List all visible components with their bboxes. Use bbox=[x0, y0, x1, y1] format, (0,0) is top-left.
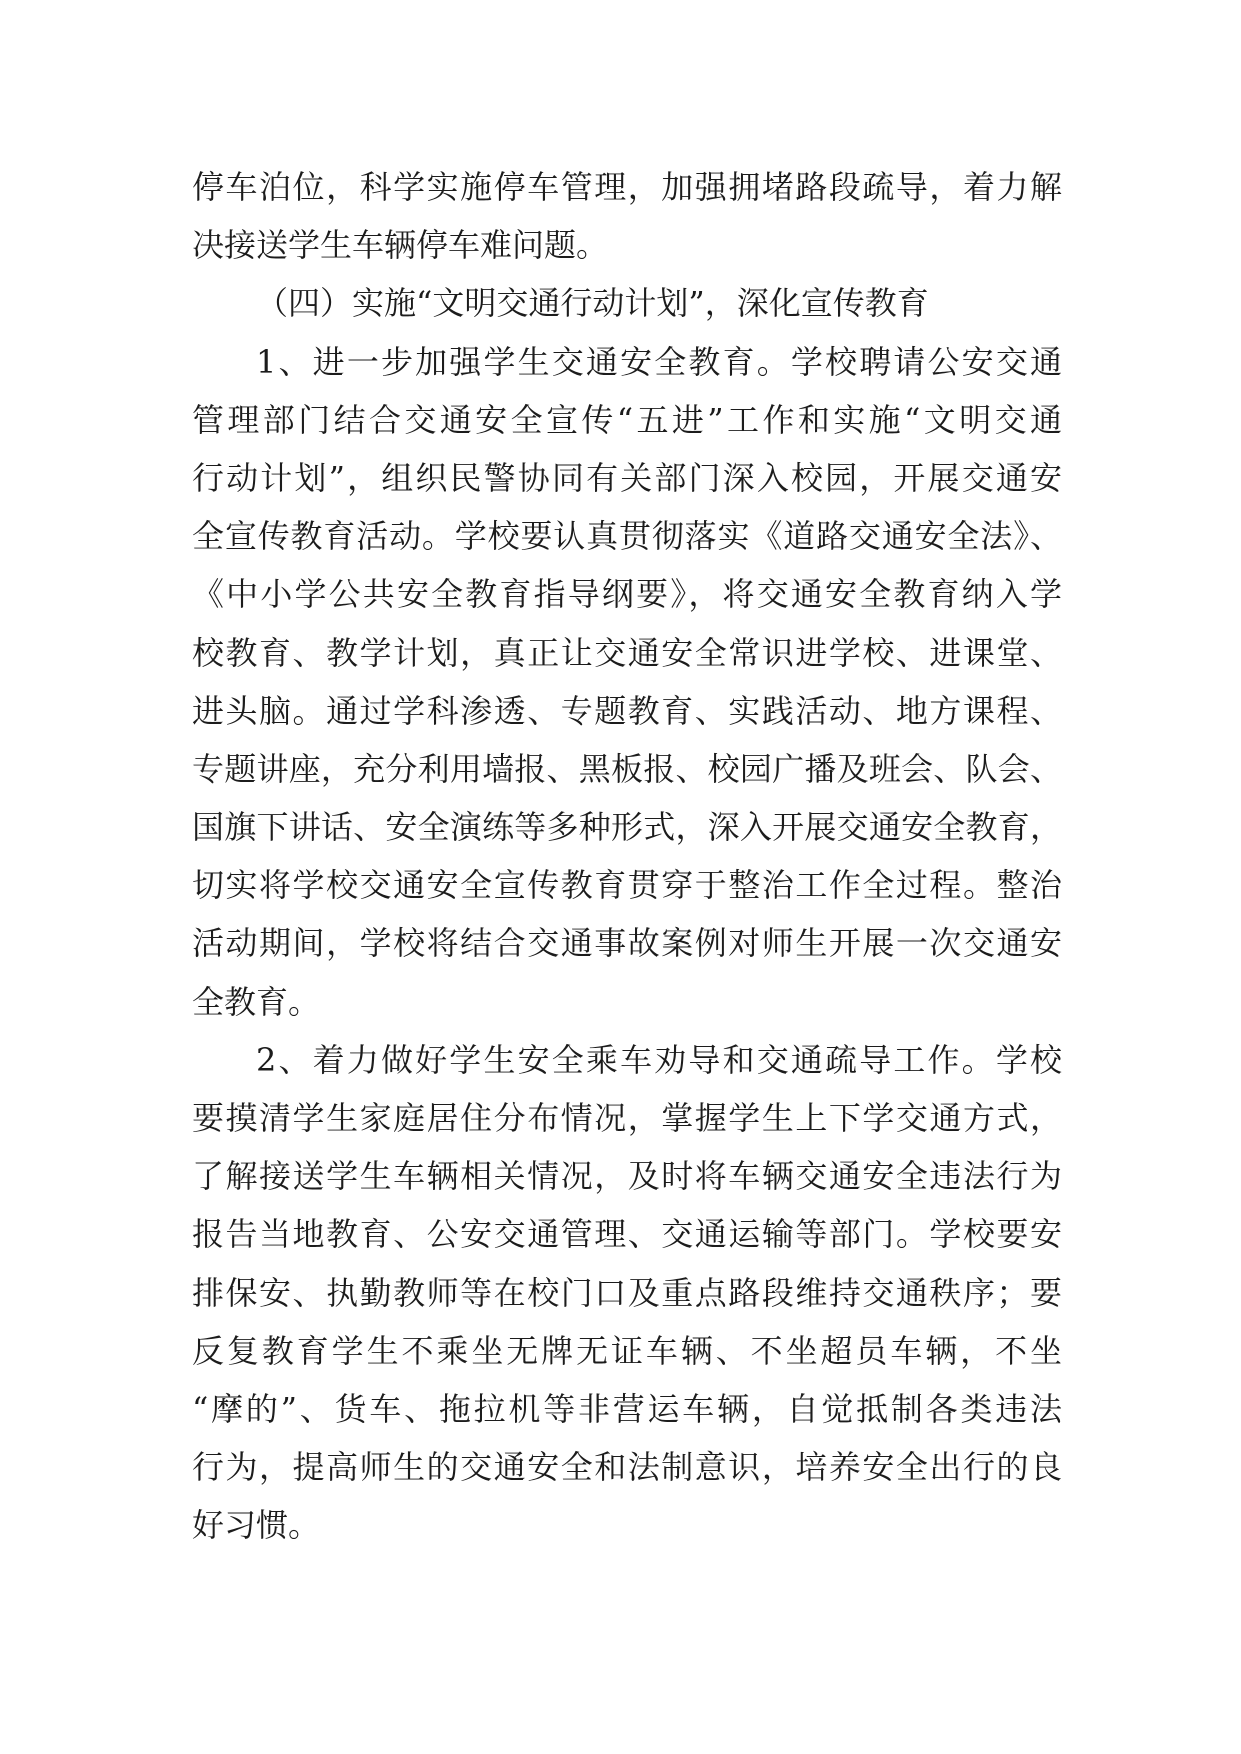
paragraph-item-1 bbox=[192, 333, 1062, 1031]
paragraph-line: 切实将学校交通安全宣传教育贯穿于整治工作全过程。整治 bbox=[192, 866, 1062, 905]
paragraph-line: 了解接送学生车辆相关情况，及时将车辆交通安全违法行为 bbox=[192, 1157, 1062, 1196]
paragraph-line: “摩的”、货车、拖拉机等非营运车辆，自觉抵制各类违法 bbox=[192, 1389, 1062, 1428]
paragraph-line: 反复教育学生不乘坐无牌无证车辆、不坐超员车辆，不坐 bbox=[192, 1331, 1062, 1370]
paragraph-line: 《中小学公共安全教育指导纲要》，将交通安全教育纳入学 bbox=[192, 575, 1062, 614]
section-heading-text: （四）实施“文明交通行动计划”，深化宣传教育 bbox=[256, 284, 929, 323]
paragraph-continued bbox=[192, 158, 1062, 274]
document-body bbox=[192, 158, 1062, 1555]
section-heading bbox=[192, 274, 1062, 332]
paragraph-line: 管理部门结合交通安全宣传“五进”工作和实施“文明交通 bbox=[192, 400, 1062, 439]
paragraph-line: 要摸清学生家庭居住分布情况，掌握学生上下学交通方式， bbox=[192, 1099, 1062, 1137]
paragraph-line: 全教育。 bbox=[192, 982, 321, 1021]
paragraph-line: 好习惯。 bbox=[192, 1506, 321, 1545]
paragraph-line: 排保安、执勤教师等在校门口及重点路段维持交通秩序；要 bbox=[192, 1273, 1062, 1312]
paragraph-line: 报告当地教育、公安交通管理、交通运输等部门。学校要安 bbox=[192, 1215, 1062, 1254]
paragraph-line: 2、着力做好学生安全乘车劝导和交通疏导工作。学校 bbox=[256, 1040, 1062, 1079]
paragraph-line: 校教育、教学计划，真正让交通安全常识进学校、进课堂、 bbox=[192, 633, 1062, 672]
paragraph-item-2 bbox=[192, 1031, 1062, 1555]
paragraph-line: 行动计划”，组织民警协同有关部门深入校园，开展交通安 bbox=[192, 458, 1062, 497]
paragraph-line: 行为，提高师生的交通安全和法制意识，培养安全出行的良 bbox=[192, 1448, 1062, 1487]
paragraph-line: 决接送学生车辆停车难问题。 bbox=[192, 226, 609, 265]
paragraph-line: 停车泊位，科学实施停车管理，加强拥堵路段疏导，着力解 bbox=[192, 168, 1062, 206]
paragraph-line: 全宣传教育活动。学校要认真贯彻落实《道路交通安全法》、 bbox=[192, 517, 1062, 556]
paragraph-line: 国旗下讲话、安全演练等多种形式，深入开展交通安全教育， bbox=[192, 808, 1062, 847]
paragraph-line: 专题讲座，充分利用墙报、黑板报、校园广播及班会、队会、 bbox=[192, 749, 1062, 788]
paragraph-line: 进头脑。通过学科渗透、专题教育、实践活动、地方课程、 bbox=[192, 691, 1062, 730]
paragraph-line: 1、进一步加强学生交通安全教育。学校聘请公安交通 bbox=[256, 342, 1062, 381]
paragraph-line: 活动期间，学校将结合交通事故案例对师生开展一次交通安 bbox=[192, 924, 1062, 963]
